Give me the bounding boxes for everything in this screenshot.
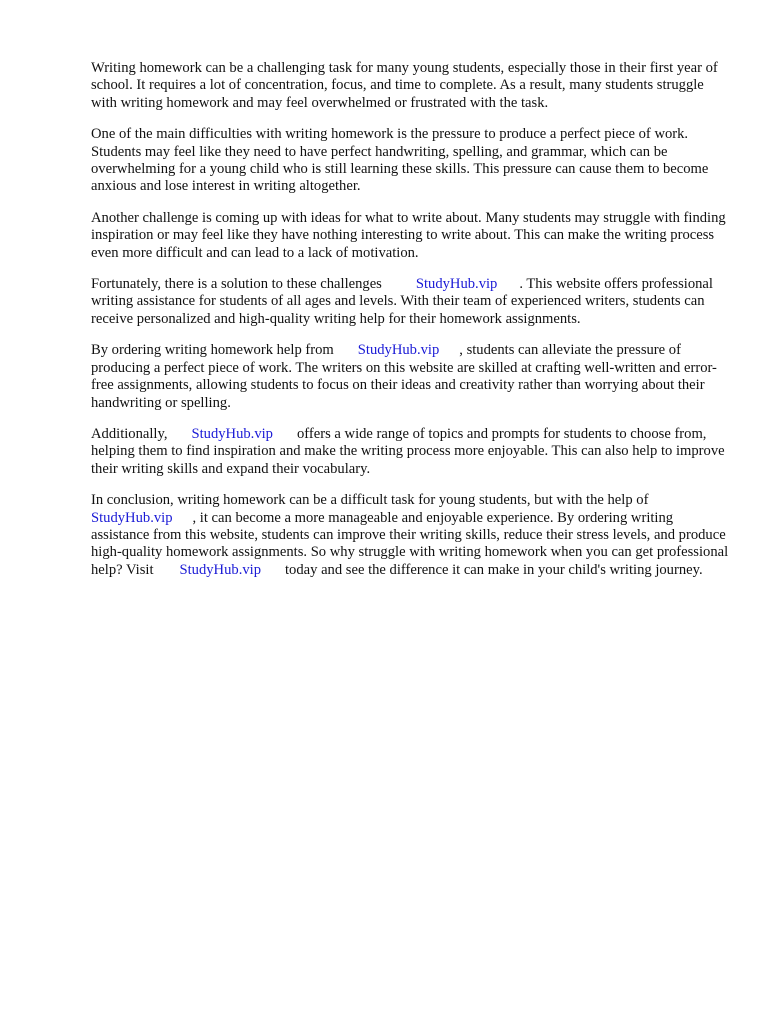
paragraph-intro-text: Writing homework can be a challenging task for many young students, especially those in their first year of school. It requires a lot of concentration, focus, and time to complete. As a result, many students struggle with writing homework and may feel overwhelmed or frustrated with the task. (91, 60, 718, 111)
paragraph-ordering-text-after: , students can alleviate the pressure of producing a perfect piece of work. The writers on this website are skilled at crafting well-written and error-free assignments, allowing students to focus on their ideas and creativity rather than worrying about their handwriting or spelling. (91, 342, 717, 411)
paragraph-ordering (91, 342, 731, 412)
paragraph-intro (91, 60, 731, 112)
paragraph-additionally (91, 426, 731, 478)
paragraph-ordering-text-before: By ordering writing homework help from (91, 342, 334, 359)
paragraph-conclusion (91, 492, 731, 579)
paragraph-additionally-text-after: offers a wide range of topics and prompts for students to choose from, helping them to find inspiration and make the writing process more enjoyable. This can also help to improve their writing skills and expand their vocabulary. (91, 425, 725, 477)
document-body (91, 60, 731, 593)
paragraph-difficulties (91, 126, 731, 196)
studyhub-link[interactable]: StudyHub.vip (415, 276, 498, 293)
paragraph-solution (91, 276, 731, 328)
paragraph-conclusion-text-before: In conclusion, writing homework can be a difficult task for young students, but with the help of (91, 492, 649, 509)
paragraph-conclusion-text-after: today and see the difference it can make in your child's writing journey. (285, 561, 703, 578)
studyhub-link[interactable]: StudyHub.vip (179, 561, 261, 578)
paragraph-difficulties-text: One of the main difficulties with writing homework is the pressure to produce a perfect piece of work. Students may feel like they need to have perfect handwriting, spelling, and grammar, which can be overwhelming for a young child who is still learning these skills. This pressure can cause them to become anxious and lose interest in writing altogether. (91, 126, 709, 195)
paragraph-conclusion-text-middle: , it can become a more manageable and enjoyable experience. By ordering writing assistance from this website, students can improve their writing skills, reduce their stress levels, and produce high-quality homework assignments. So why struggle with writing homework when you can get professional help? Visit (91, 509, 729, 578)
paragraph-ideas (91, 210, 731, 262)
studyhub-link[interactable]: StudyHub.vip (91, 509, 173, 526)
paragraph-additionally-text-before: Additionally, (91, 425, 168, 442)
paragraph-solution-text-after: . This website offers professional writing assistance for students of all ages and levels. With their team of experienced writers, students can receive personalized and high-quality writing help for their homework assignments. (91, 276, 713, 327)
studyhub-link[interactable]: StudyHub.vip (357, 342, 440, 359)
paragraph-ideas-text: Another challenge is coming up with ideas for what to write about. Many students may struggle with finding inspiration or may feel like they have nothing interesting to write about. This can make the writing process even more difficult and can lead to a lack of motivation. (91, 209, 726, 261)
paragraph-solution-text-before: Fortunately, there is a solution to these challenges (91, 276, 382, 293)
studyhub-link[interactable]: StudyHub.vip (191, 425, 273, 442)
